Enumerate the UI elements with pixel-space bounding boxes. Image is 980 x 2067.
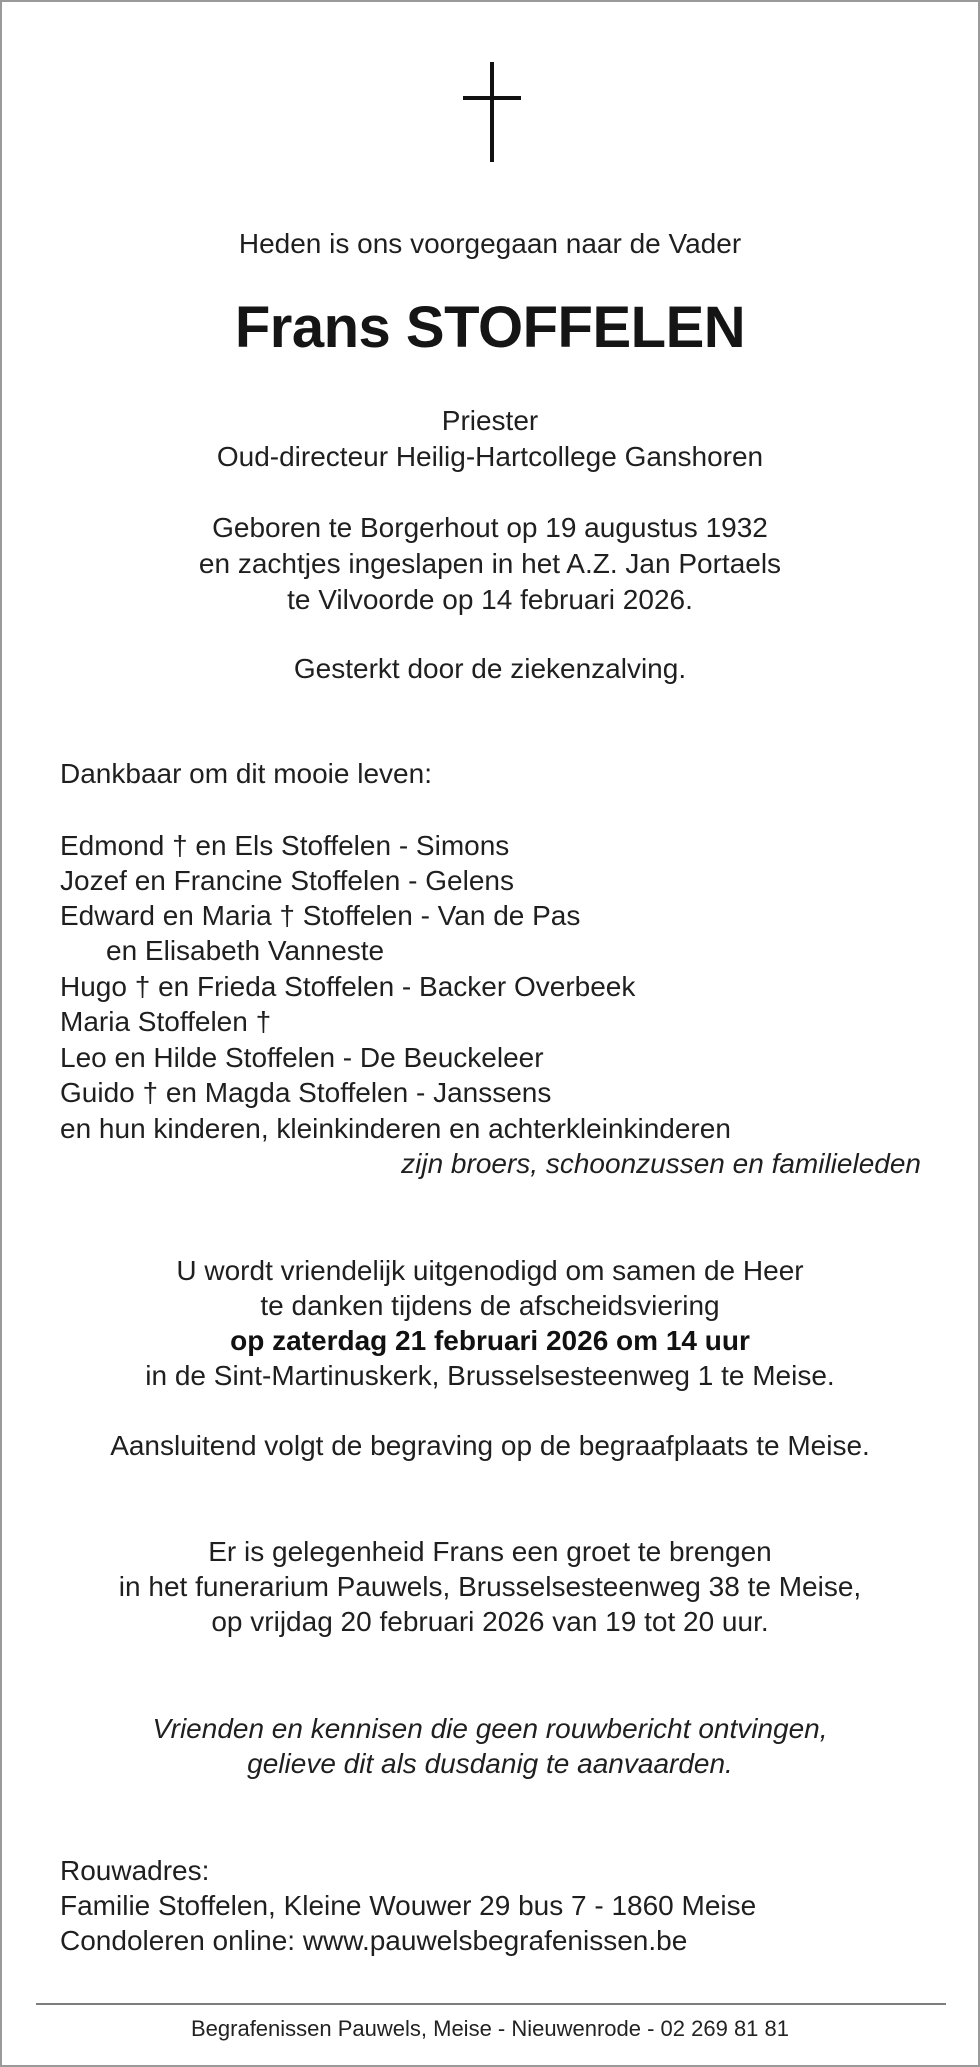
visitation-line-2: in het funerarium Pauwels, Brusselsesteenweg 38 te Meise, <box>118 1571 862 1602</box>
intro-text: Heden is ons voorgegaan naar de Vader <box>238 228 742 259</box>
notice-line-1: Vrienden en kennisen die geen rouwbericht ontvingen, <box>152 1713 828 1744</box>
family-member: Hugo † en Frieda Stoffelen - Backer Overbeek <box>60 971 636 1002</box>
footer-divider <box>36 2003 946 2005</box>
birth-line-3: te Vilvoorde op 14 februari 2026. <box>287 584 693 615</box>
family-member: Leo en Hilde Stoffelen - De Beuckeleer <box>60 1042 544 1073</box>
family-member: en hun kinderen, kleinkinderen en achterkleinkinderen <box>60 1113 731 1144</box>
family-relation: zijn broers, schoonzussen en familieleden <box>401 1148 921 1179</box>
footer-text: Begrafenissen Pauwels, Meise - Nieuwenrode - 02 269 81 81 <box>190 2016 790 2041</box>
address-line: Familie Stoffelen, Kleine Wouwer 29 bus 7 - 1860 Meise <box>60 1890 757 1921</box>
family-member: Maria Stoffelen † <box>60 1006 272 1037</box>
deceased-name: Frans STOFFELEN <box>234 295 746 360</box>
birth-line-1: Geboren te Borgerhout op 19 augustus 1932 <box>212 512 768 543</box>
title-director: Oud-directeur Heilig-Hartcollege Ganshoren <box>216 441 764 472</box>
notice-line-2: gelieve dit als dusdanig te aanvaarden. <box>247 1748 733 1779</box>
burial-text: Aansluitend volgt de begraving op de begraafplaats te Meise. <box>110 1430 870 1461</box>
title-priest: Priester <box>441 405 539 436</box>
visitation-line-3: op vrijdag 20 februari 2026 van 19 tot 20 uur. <box>211 1606 769 1637</box>
ceremony-line-1: U wordt vriendelijk uitgenodigd om samen de Heer <box>176 1255 804 1286</box>
sacrament-text: Gesterkt door de ziekenzalving. <box>293 653 687 684</box>
family-member: Edward en Maria † Stoffelen - Van de Pas <box>60 900 581 931</box>
family-member: Jozef en Francine Stoffelen - Gelens <box>60 865 514 896</box>
cross-icon <box>463 62 521 162</box>
visitation-line-1: Er is gelegenheid Frans een groet te brengen <box>208 1536 772 1567</box>
family-member: Guido † en Magda Stoffelen - Janssens <box>60 1077 552 1108</box>
family-heading: Dankbaar om dit mooie leven: <box>60 758 432 789</box>
ceremony-location: in de Sint-Martinuskerk, Brusselsesteenweg 1 te Meise. <box>145 1360 835 1391</box>
family-member: Edmond † en Els Stoffelen - Simons <box>60 830 510 861</box>
family-member: en Elisabeth Vanneste <box>106 935 385 966</box>
address-label: Rouwadres: <box>60 1855 210 1886</box>
birth-line-2: en zachtjes ingeslapen in het A.Z. Jan Portaels <box>198 548 782 579</box>
condolence-link-text: Condoleren online: www.pauwelsbegrafenissen.be <box>60 1925 688 1956</box>
ceremony-date: op zaterdag 21 februari 2026 om 14 uur <box>230 1325 750 1356</box>
ceremony-line-2: te danken tijdens de afscheidsviering <box>260 1290 720 1321</box>
